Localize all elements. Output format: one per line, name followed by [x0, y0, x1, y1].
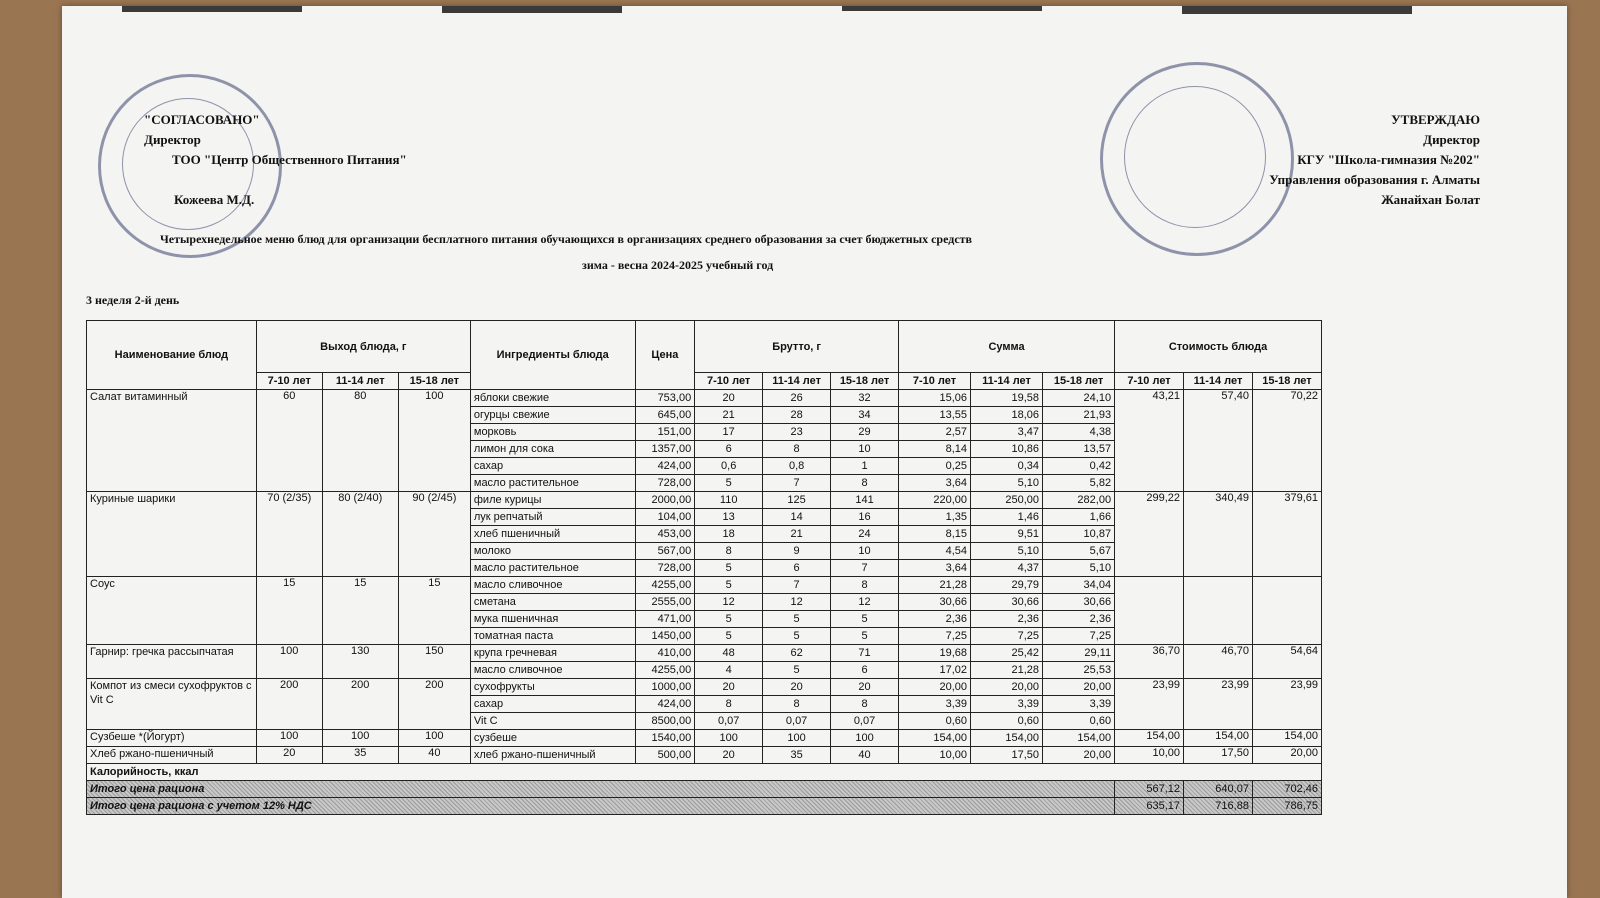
sum-cell: 3,39 — [898, 696, 970, 713]
dish-cost-cell: 20,00 — [1252, 747, 1321, 764]
dish-name-cell: Сузбеше *(Йогурт) — [87, 730, 257, 747]
right-stamp-inner-ring — [1124, 86, 1266, 228]
brutto-cell: 5 — [763, 611, 831, 628]
sum-cell: 5,10 — [1043, 560, 1115, 577]
brutto-cell: 20 — [695, 679, 763, 696]
price-cell: 424,00 — [635, 458, 695, 475]
total-value: 567,12 — [1115, 781, 1184, 798]
dish-cost-cell: 10,00 — [1115, 747, 1184, 764]
dish-cost-cell: 57,40 — [1184, 390, 1253, 492]
ingredient-cell: филе курицы — [470, 492, 635, 509]
sum-cell: 4,38 — [1043, 424, 1115, 441]
ingredient-cell: сахар — [470, 458, 635, 475]
brutto-cell: 10 — [831, 543, 899, 560]
table-row — [87, 577, 1322, 594]
col-output-header: Выход блюда, г — [256, 321, 470, 373]
brutto-cell: 8 — [695, 696, 763, 713]
brutto-cell: 13 — [695, 509, 763, 526]
price-cell: 728,00 — [635, 560, 695, 577]
sum-cell: 7,25 — [898, 628, 970, 645]
scan-shadow-mark — [122, 6, 302, 12]
ingredient-cell: томатная паста — [470, 628, 635, 645]
sum-cell: 10,86 — [971, 441, 1043, 458]
sum-cell: 25,53 — [1043, 662, 1115, 679]
dish-name-cell: Соус — [87, 577, 257, 645]
sum-cell: 4,37 — [971, 560, 1043, 577]
total-vat-value: 786,75 — [1252, 798, 1321, 815]
dish-cost-cell: 36,70 — [1115, 645, 1184, 679]
price-cell: 1357,00 — [635, 441, 695, 458]
sum-cell: 1,35 — [898, 509, 970, 526]
ingredient-cell: морковь — [470, 424, 635, 441]
brutto-cell: 5 — [763, 662, 831, 679]
brutto-cell: 23 — [763, 424, 831, 441]
table-age-header-row — [87, 373, 1322, 390]
sum-cell: 2,36 — [971, 611, 1043, 628]
age-header: 7-10 лет — [695, 373, 763, 390]
sum-cell: 21,28 — [971, 662, 1043, 679]
age-header: 15-18 лет — [831, 373, 899, 390]
dish-cost-cell: 299,22 — [1115, 492, 1184, 577]
scan-shadow-mark — [442, 6, 622, 13]
brutto-cell: 16 — [831, 509, 899, 526]
sum-cell: 4,54 — [898, 543, 970, 560]
sum-cell: 282,00 — [1043, 492, 1115, 509]
total-vat-row — [87, 798, 1322, 815]
ingredient-cell: масло сливочное — [470, 662, 635, 679]
sum-cell: 29,79 — [971, 577, 1043, 594]
agreed-signer-name: Кожеева М.Д. — [174, 192, 255, 207]
sum-cell: 20,00 — [898, 679, 970, 696]
sum-cell: 30,66 — [1043, 594, 1115, 611]
ingredient-cell: лимон для сока — [470, 441, 635, 458]
col-price-header: Цена — [635, 321, 695, 390]
brutto-cell: 35 — [763, 747, 831, 764]
price-cell: 2000,00 — [635, 492, 695, 509]
brutto-cell: 21 — [695, 407, 763, 424]
sum-cell: 2,57 — [898, 424, 970, 441]
dish-output-cell: 60 — [256, 390, 322, 492]
sum-cell: 20,00 — [1043, 679, 1115, 696]
brutto-cell: 10 — [831, 441, 899, 458]
total-label: Итого цена рациона — [87, 781, 1115, 798]
price-cell: 410,00 — [635, 645, 695, 662]
brutto-cell: 8 — [763, 696, 831, 713]
dish-output-cell: 130 — [322, 645, 398, 679]
week-day-label: 3 неделя 2-й день — [86, 293, 180, 307]
dish-name-cell: Куриные шарики — [87, 492, 257, 577]
brutto-cell: 7 — [831, 560, 899, 577]
dish-output-cell: 80 — [322, 390, 398, 492]
dish-cost-cell — [1115, 577, 1184, 645]
sum-cell: 220,00 — [898, 492, 970, 509]
brutto-cell: 14 — [763, 509, 831, 526]
dish-cost-cell: 23,99 — [1115, 679, 1184, 730]
dish-output-cell: 15 — [398, 577, 470, 645]
brutto-cell: 8 — [763, 441, 831, 458]
table-row — [87, 679, 1322, 696]
dish-cost-cell: 379,61 — [1252, 492, 1321, 577]
sum-cell: 3,64 — [898, 560, 970, 577]
col-dish-header: Наименование блюд — [87, 321, 257, 390]
dish-output-cell: 70 (2/35) — [256, 492, 322, 577]
brutto-cell: 100 — [763, 730, 831, 747]
dish-name-cell: Салат витаминный — [87, 390, 257, 492]
brutto-cell: 8 — [831, 577, 899, 594]
sum-cell: 5,67 — [1043, 543, 1115, 560]
dish-cost-cell: 154,00 — [1184, 730, 1253, 747]
price-cell: 453,00 — [635, 526, 695, 543]
sum-cell: 7,25 — [971, 628, 1043, 645]
price-cell: 1540,00 — [635, 730, 695, 747]
ingredient-cell: сметана — [470, 594, 635, 611]
sum-cell: 24,10 — [1043, 390, 1115, 407]
ingredient-cell: масло растительное — [470, 475, 635, 492]
menu-table — [86, 320, 1322, 815]
ingredient-cell: огурцы свежие — [470, 407, 635, 424]
dish-cost-cell: 54,64 — [1252, 645, 1321, 679]
dish-output-cell: 200 — [322, 679, 398, 730]
sum-cell: 17,50 — [971, 747, 1043, 764]
calories-row — [87, 764, 1322, 781]
price-cell: 151,00 — [635, 424, 695, 441]
sum-cell: 29,11 — [1043, 645, 1115, 662]
price-cell: 500,00 — [635, 747, 695, 764]
age-header: 7-10 лет — [1115, 373, 1184, 390]
age-header: 7-10 лет — [256, 373, 322, 390]
col-sum-header: Сумма — [898, 321, 1114, 373]
brutto-cell: 5 — [695, 577, 763, 594]
brutto-cell: 5 — [695, 475, 763, 492]
ingredient-cell: лук репчатый — [470, 509, 635, 526]
sum-cell: 25,42 — [971, 645, 1043, 662]
ingredient-cell: сухофрукты — [470, 679, 635, 696]
dish-cost-cell — [1252, 577, 1321, 645]
brutto-cell: 48 — [695, 645, 763, 662]
age-header: 7-10 лет — [898, 373, 970, 390]
brutto-cell: 62 — [763, 645, 831, 662]
table-row — [87, 730, 1322, 747]
dish-output-cell: 15 — [322, 577, 398, 645]
approve-label: УТВЕРЖДАЮ — [1391, 112, 1480, 127]
brutto-cell: 17 — [695, 424, 763, 441]
sum-cell: 154,00 — [898, 730, 970, 747]
brutto-cell: 20 — [695, 390, 763, 407]
sum-cell: 13,57 — [1043, 441, 1115, 458]
dish-cost-cell: 46,70 — [1184, 645, 1253, 679]
sum-cell: 3,39 — [1043, 696, 1115, 713]
dish-output-cell: 100 — [398, 730, 470, 747]
price-cell: 1000,00 — [635, 679, 695, 696]
sum-cell: 20,00 — [971, 679, 1043, 696]
price-cell: 645,00 — [635, 407, 695, 424]
ingredient-cell: молоко — [470, 543, 635, 560]
dish-name-cell: Гарнир: гречка рассыпчатая — [87, 645, 257, 679]
dish-cost-cell — [1184, 577, 1253, 645]
dish-output-cell: 200 — [256, 679, 322, 730]
sum-cell: 0,25 — [898, 458, 970, 475]
sum-cell: 2,36 — [898, 611, 970, 628]
dish-output-cell: 100 — [398, 390, 470, 492]
age-header: 15-18 лет — [1043, 373, 1115, 390]
dish-output-cell: 20 — [256, 747, 322, 764]
dish-cost-cell: 340,49 — [1184, 492, 1253, 577]
brutto-cell: 110 — [695, 492, 763, 509]
dish-cost-cell: 23,99 — [1252, 679, 1321, 730]
sum-cell: 0,42 — [1043, 458, 1115, 475]
sum-cell: 30,66 — [971, 594, 1043, 611]
dish-name-cell: Компот из смеси сухофруктов с Vit C — [87, 679, 257, 730]
brutto-cell: 100 — [831, 730, 899, 747]
age-header: 15-18 лет — [1252, 373, 1321, 390]
table-header-row — [87, 321, 1322, 373]
sum-cell: 3,64 — [898, 475, 970, 492]
ingredient-cell: Vit C — [470, 713, 635, 730]
sum-cell: 3,47 — [971, 424, 1043, 441]
price-cell: 2555,00 — [635, 594, 695, 611]
ingredient-cell: хлеб ржано-пшеничный — [470, 747, 635, 764]
age-header: 11-14 лет — [971, 373, 1043, 390]
brutto-cell: 5 — [695, 560, 763, 577]
brutto-cell: 7 — [763, 475, 831, 492]
age-header: 15-18 лет — [398, 373, 470, 390]
dish-cost-cell: 154,00 — [1115, 730, 1184, 747]
sum-cell: 10,00 — [898, 747, 970, 764]
ingredient-cell: сузбеше — [470, 730, 635, 747]
sum-cell: 9,51 — [971, 526, 1043, 543]
brutto-cell: 21 — [763, 526, 831, 543]
brutto-cell: 26 — [763, 390, 831, 407]
sum-cell: 21,28 — [898, 577, 970, 594]
brutto-cell: 4 — [695, 662, 763, 679]
brutto-cell: 141 — [831, 492, 899, 509]
brutto-cell: 0,07 — [695, 713, 763, 730]
brutto-cell: 12 — [831, 594, 899, 611]
approve-signer-name: Жанайхан Болат — [1381, 192, 1480, 207]
sum-cell: 30,66 — [898, 594, 970, 611]
brutto-cell: 8 — [831, 696, 899, 713]
ingredient-cell: крупа гречневая — [470, 645, 635, 662]
brutto-cell: 12 — [695, 594, 763, 611]
price-cell: 104,00 — [635, 509, 695, 526]
agreed-label: "СОГЛАСОВАНО" — [144, 112, 260, 127]
sum-cell: 10,87 — [1043, 526, 1115, 543]
dish-cost-cell: 70,22 — [1252, 390, 1321, 492]
price-cell: 8500,00 — [635, 713, 695, 730]
sum-cell: 15,06 — [898, 390, 970, 407]
brutto-cell: 0,07 — [763, 713, 831, 730]
brutto-cell: 40 — [831, 747, 899, 764]
dish-output-cell: 100 — [256, 645, 322, 679]
total-vat-value: 635,17 — [1115, 798, 1184, 815]
ingredient-cell: яблоки свежие — [470, 390, 635, 407]
sum-cell: 3,39 — [971, 696, 1043, 713]
sum-cell: 34,04 — [1043, 577, 1115, 594]
calories-label: Калорийность, ккал — [87, 764, 1322, 781]
brutto-cell: 7 — [763, 577, 831, 594]
price-cell: 4255,00 — [635, 577, 695, 594]
brutto-cell: 1 — [831, 458, 899, 475]
sum-cell: 5,10 — [971, 475, 1043, 492]
brutto-cell: 32 — [831, 390, 899, 407]
brutto-cell: 5 — [831, 628, 899, 645]
total-row — [87, 781, 1322, 798]
approve-position: Директор — [1423, 132, 1480, 147]
dish-cost-cell: 17,50 — [1184, 747, 1253, 764]
brutto-cell: 20 — [831, 679, 899, 696]
ingredient-cell: сахар — [470, 696, 635, 713]
brutto-cell: 34 — [831, 407, 899, 424]
brutto-cell: 24 — [831, 526, 899, 543]
scan-shadow-mark — [842, 6, 1042, 11]
sum-cell: 8,14 — [898, 441, 970, 458]
dish-output-cell: 80 (2/40) — [322, 492, 398, 577]
sum-cell: 17,02 — [898, 662, 970, 679]
price-cell: 471,00 — [635, 611, 695, 628]
dish-output-cell: 90 (2/45) — [398, 492, 470, 577]
sum-cell: 13,55 — [898, 407, 970, 424]
brutto-cell: 5 — [831, 611, 899, 628]
brutto-cell: 5 — [695, 628, 763, 645]
price-cell: 753,00 — [635, 390, 695, 407]
dish-output-cell: 150 — [398, 645, 470, 679]
dish-output-cell: 15 — [256, 577, 322, 645]
sum-cell: 0,60 — [898, 713, 970, 730]
sum-cell: 20,00 — [1043, 747, 1115, 764]
sum-cell: 0,60 — [1043, 713, 1115, 730]
col-brutto-header: Брутто, г — [695, 321, 899, 373]
brutto-cell: 0,07 — [831, 713, 899, 730]
ingredient-cell: мука пшеничная — [470, 611, 635, 628]
total-value: 640,07 — [1184, 781, 1253, 798]
age-header: 11-14 лет — [322, 373, 398, 390]
dish-output-cell: 200 — [398, 679, 470, 730]
sum-cell: 7,25 — [1043, 628, 1115, 645]
table-row — [87, 747, 1322, 764]
brutto-cell: 9 — [763, 543, 831, 560]
dish-cost-cell: 43,21 — [1115, 390, 1184, 492]
agreement-block — [84, 110, 407, 210]
price-cell: 424,00 — [635, 696, 695, 713]
brutto-cell: 20 — [695, 747, 763, 764]
document-subtitle: зима - весна 2024-2025 учебный год — [582, 258, 774, 272]
approve-department: Управления образования г. Алматы — [1269, 172, 1480, 187]
sum-cell: 1,46 — [971, 509, 1043, 526]
dish-output-cell: 35 — [322, 747, 398, 764]
brutto-cell: 100 — [695, 730, 763, 747]
col-ingredients-header: Ингредиенты блюда — [470, 321, 635, 390]
dish-output-cell: 40 — [398, 747, 470, 764]
sum-cell: 8,15 — [898, 526, 970, 543]
table-row — [87, 492, 1322, 509]
sum-cell: 0,60 — [971, 713, 1043, 730]
col-cost-header: Стоимость блюда — [1115, 321, 1322, 373]
brutto-cell: 5 — [695, 611, 763, 628]
age-header: 11-14 лет — [1184, 373, 1253, 390]
brutto-cell: 20 — [763, 679, 831, 696]
brutto-cell: 18 — [695, 526, 763, 543]
sum-cell: 5,82 — [1043, 475, 1115, 492]
scan-shadow-mark — [1182, 6, 1412, 14]
sum-cell: 0,34 — [971, 458, 1043, 475]
total-vat-value: 716,88 — [1184, 798, 1253, 815]
sum-cell: 154,00 — [1043, 730, 1115, 747]
ingredient-cell: хлеб пшеничный — [470, 526, 635, 543]
price-cell: 567,00 — [635, 543, 695, 560]
price-cell: 1450,00 — [635, 628, 695, 645]
brutto-cell: 0,8 — [763, 458, 831, 475]
dish-cost-cell: 23,99 — [1184, 679, 1253, 730]
brutto-cell: 12 — [763, 594, 831, 611]
menu-table-body — [87, 390, 1322, 764]
sum-cell: 19,58 — [971, 390, 1043, 407]
table-row — [87, 390, 1322, 407]
price-cell: 4255,00 — [635, 662, 695, 679]
sum-cell: 2,36 — [1043, 611, 1115, 628]
dish-output-cell: 100 — [256, 730, 322, 747]
sum-cell: 21,93 — [1043, 407, 1115, 424]
table-row — [87, 645, 1322, 662]
sum-cell: 18,06 — [971, 407, 1043, 424]
sum-cell: 19,68 — [898, 645, 970, 662]
total-vat-label: Итого цена рациона с учетом 12% НДС — [87, 798, 1115, 815]
dish-cost-cell: 154,00 — [1252, 730, 1321, 747]
approval-block — [1269, 110, 1480, 210]
brutto-cell: 8 — [831, 475, 899, 492]
brutto-cell: 125 — [763, 492, 831, 509]
agreed-position: Директор — [144, 132, 201, 147]
brutto-cell: 28 — [763, 407, 831, 424]
document-title: Четырехнедельное меню блюд для организации бесплатного питания обучающихся в организациях среднего образования за счет бюджетных средств — [160, 232, 973, 246]
age-header: 11-14 лет — [763, 373, 831, 390]
price-cell: 728,00 — [635, 475, 695, 492]
ingredient-cell: масло сливочное — [470, 577, 635, 594]
sum-cell: 154,00 — [971, 730, 1043, 747]
brutto-cell: 0,6 — [695, 458, 763, 475]
sum-cell: 1,66 — [1043, 509, 1115, 526]
brutto-cell: 29 — [831, 424, 899, 441]
dish-name-cell: Хлеб ржано-пшеничный — [87, 747, 257, 764]
ingredient-cell: масло растительное — [470, 560, 635, 577]
agreed-organization: ТОО "Центр Общественного Питания" — [172, 152, 407, 167]
brutto-cell: 5 — [763, 628, 831, 645]
brutto-cell: 71 — [831, 645, 899, 662]
dish-output-cell: 100 — [322, 730, 398, 747]
sum-cell: 250,00 — [971, 492, 1043, 509]
brutto-cell: 6 — [695, 441, 763, 458]
sum-cell: 5,10 — [971, 543, 1043, 560]
brutto-cell: 8 — [695, 543, 763, 560]
approve-school: КГУ "Школа-гимназия №202" — [1297, 152, 1480, 167]
total-value: 702,46 — [1252, 781, 1321, 798]
brutto-cell: 6 — [763, 560, 831, 577]
brutto-cell: 6 — [831, 662, 899, 679]
